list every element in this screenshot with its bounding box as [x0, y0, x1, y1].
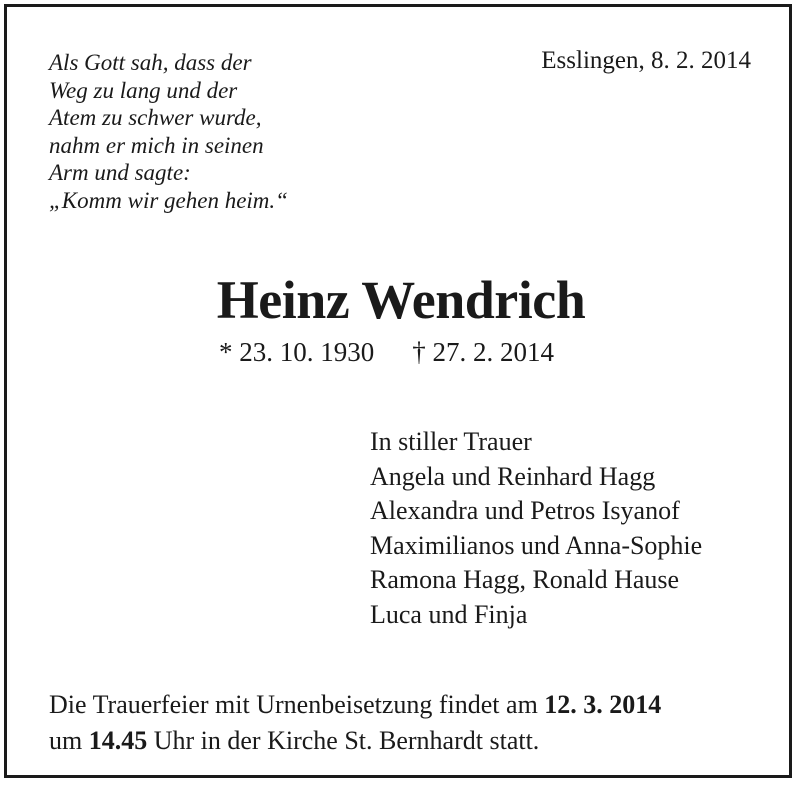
mourner-line: Angela und Reinhard Hagg	[370, 461, 656, 491]
funeral-notice	[49, 687, 661, 759]
birth-date: * 23. 10. 1930	[219, 337, 375, 367]
notice-line-1	[49, 687, 661, 723]
mourner-line: Alexandra und Petros Isyanof	[370, 496, 680, 525]
poem-line: „Komm wir gehen heim.“	[49, 187, 288, 213]
poem-block	[49, 49, 288, 214]
ceremony-date: 12. 3. 2014	[544, 690, 662, 719]
notice-text: Die Trauerfeier mit Urnenbeisetzung findet am	[49, 690, 545, 719]
notice-prefix: um	[49, 726, 89, 755]
poem-line: Weg zu lang und der	[49, 77, 238, 103]
obituary-frame	[4, 4, 792, 778]
ceremony-time: 14.45	[88, 726, 148, 755]
life-dates	[219, 337, 554, 368]
poem-line: Als Gott sah, dass der	[49, 50, 252, 75]
deceased-name: Heinz Wendrich	[216, 270, 586, 330]
mourners-block	[370, 425, 702, 632]
poem-line: Atem zu schwer wurde,	[49, 105, 262, 130]
place-date: Esslingen, 8. 2. 2014	[541, 47, 751, 74]
mourner-line: Ramona Hagg, Ronald Hause	[370, 565, 680, 594]
mourner-line: Maximilianos und Anna-Sophie	[370, 530, 703, 560]
death-date: † 27. 2. 2014	[412, 337, 554, 367]
notice-text-end: Uhr in der Kirche St. Bernhardt statt.	[147, 726, 540, 755]
notice-line-2	[49, 723, 661, 759]
mourner-line: Luca und Finja	[370, 599, 528, 629]
poem-line: nahm er mich in seinen	[49, 132, 264, 158]
mourner-line: In stiller Trauer	[370, 427, 532, 456]
poem-line: Arm und sagte:	[49, 160, 191, 185]
